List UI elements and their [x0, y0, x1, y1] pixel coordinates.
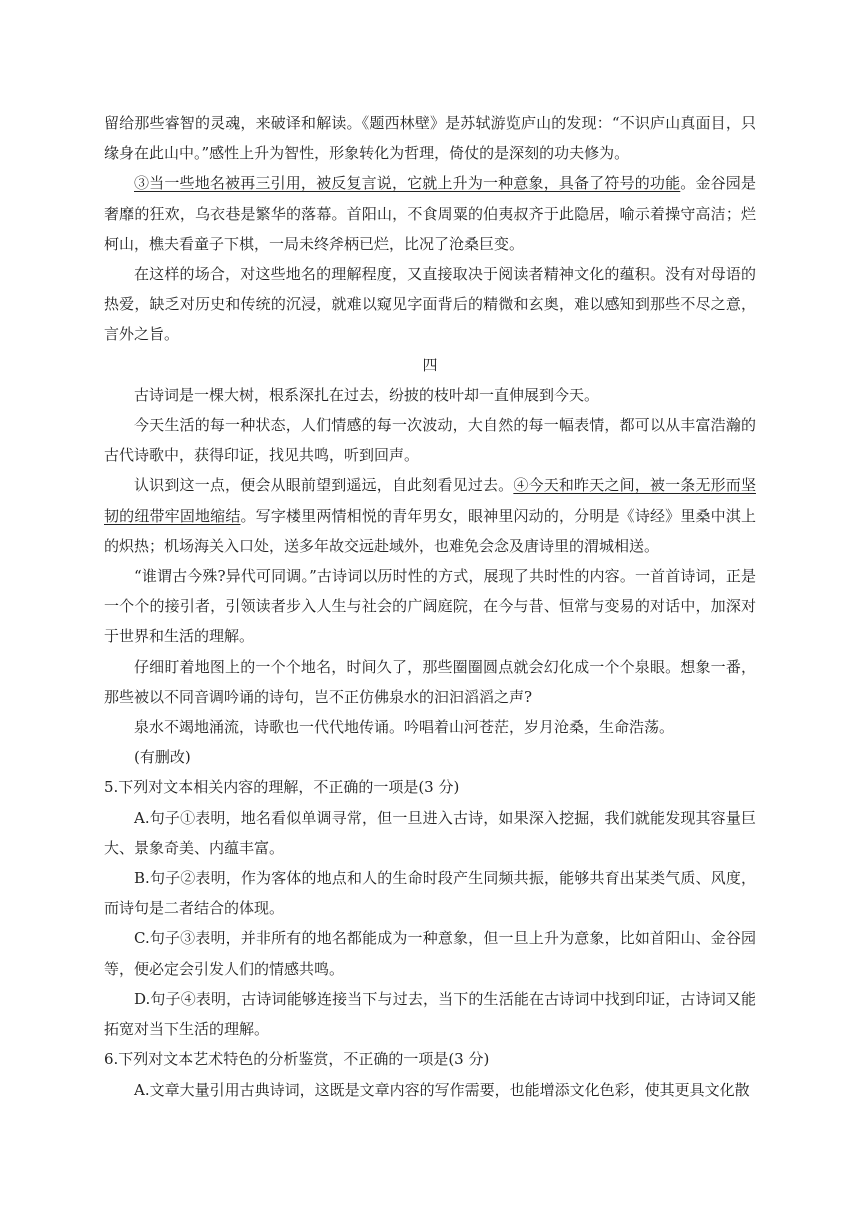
- underlined-sentence-3: ③当一些地名被再三引用，被反复言说，它就上升为一种意象，具备了符号的功能: [134, 174, 681, 193]
- question-5-option-b: B.句子②表明，作为客体的地点和人的生命时段产生同频共振，能够共育出某类气质、风度，而诗句是二者结合的体现。: [104, 869, 756, 918]
- paragraph-7: “谁谓古今殊?异代可同调。”古诗词以历时性的方式，展现了共时性的内容。一首首诗词，正是一个个的接引者，引领读者步入人生与社会的广阔庭院，在今与昔、恒常与变易的对话中，加深对于世界和生活的理解。: [104, 567, 756, 646]
- question-5-option-a: A.句子①表明，地名看似单调寻常，但一旦进入古诗，如果深入挖掘，我们就能发现其容量巨大、景象奇美、内蕴丰富。: [104, 808, 756, 857]
- question-6-option-a: A.文章大量引用古典诗词，这既是文章内容的写作需要，也能增添文化色彩，使其更具文化散: [134, 1080, 750, 1099]
- paragraph-2: [104, 168, 756, 259]
- underlined-sentence-4: ④今天和昨天之间，被一条无形而坚韧的纽带牢固地缩结: [104, 476, 756, 525]
- paragraph-6-start: 认识到这一点，便会从眼前望到遥远，自此刻看见过去。: [134, 476, 514, 495]
- paragraph-3: 在这样的场合，对这些地名的理解程度，又直接取决于阅读者精神文化的蕴积。没有对母语的热爱，缺乏对历史和传统的沉浸，就难以窥见字面背后的精微和玄奥，难以感知到那些不尽之意，言外之旨。: [104, 265, 756, 344]
- question-5-option-d: D.句子④表明，古诗词能够连接当下与过去，当下的生活能在古诗词中找到印证，古诗词又能拓宽对当下生活的理解。: [104, 989, 756, 1039]
- question-5-stem: 5.下列对文本相关内容的理解，不正确的一项是(3 分): [104, 778, 460, 797]
- paragraph-5: 今天生活的每一种状态，人们情感的每一次波动，大自然的每一幅表情，都可以从丰富浩瀚的古代诗歌中，获得印证，找见共鸣，听到回声。: [104, 416, 756, 465]
- section-heading-four: 四: [422, 355, 438, 374]
- paragraph-1: 留给那些睿智的灵魂，来破译和解读。《题西林壁》是苏轼游览庐山的发现：“不识庐山真面目，只缘身在此山中。”感性上升为智性，形象转化为哲理，倚仗的是深刻的功夫修为。: [104, 114, 756, 163]
- source-note: (有删改): [134, 748, 191, 767]
- paragraph-9: 泉水不竭地涌流，诗歌也一代代地传诵。吟唱着山河苍茫，岁月沧桑，生命浩荡。: [134, 718, 675, 737]
- paragraph-2-rest: 。金谷园是奢靡的狂欢，乌衣巷是繁华的落幕。首阳山，不食周粟的伯夷叔齐于此隐居，喻示着操守高洁；烂柯山，樵夫看童子下棋，一局未终斧柄已烂，比况了沧桑巨变。: [104, 174, 756, 253]
- question-5-option-c: C.句子③表明，并非所有的地名都能成为一种意象，但一旦上升为意象，比如首阳山、金谷园等，便必定会引发人们的情感共鸣。: [104, 929, 756, 978]
- paragraph-4: 古诗词是一棵大树，根系深扎在过去，纷披的枝叶却一直伸展到今天。: [134, 385, 600, 404]
- document-page: [104, 108, 756, 1105]
- paragraph-6-rest: 。写字楼里两情相悦的青年男女，眼神里闪动的，分明是《诗经》里桑中淇上的炽热；机场海关入口处，送多年故交远赴域外，也难免会念及唐诗里的渭城相送。: [104, 506, 756, 555]
- question-6-stem: 6.下列对文本艺术特色的分析鉴赏，不正确的一项是(3 分): [104, 1050, 490, 1069]
- paragraph-8: 仔细盯着地图上的一个个地名，时间久了，那些圈圈圆点就会幻化成一个个泉眼。想象一番，那些被以不同音调吟诵的诗句，岂不正仿佛泉水的汩汩滔滔之声?: [104, 657, 756, 706]
- paragraph-6: [104, 470, 756, 561]
